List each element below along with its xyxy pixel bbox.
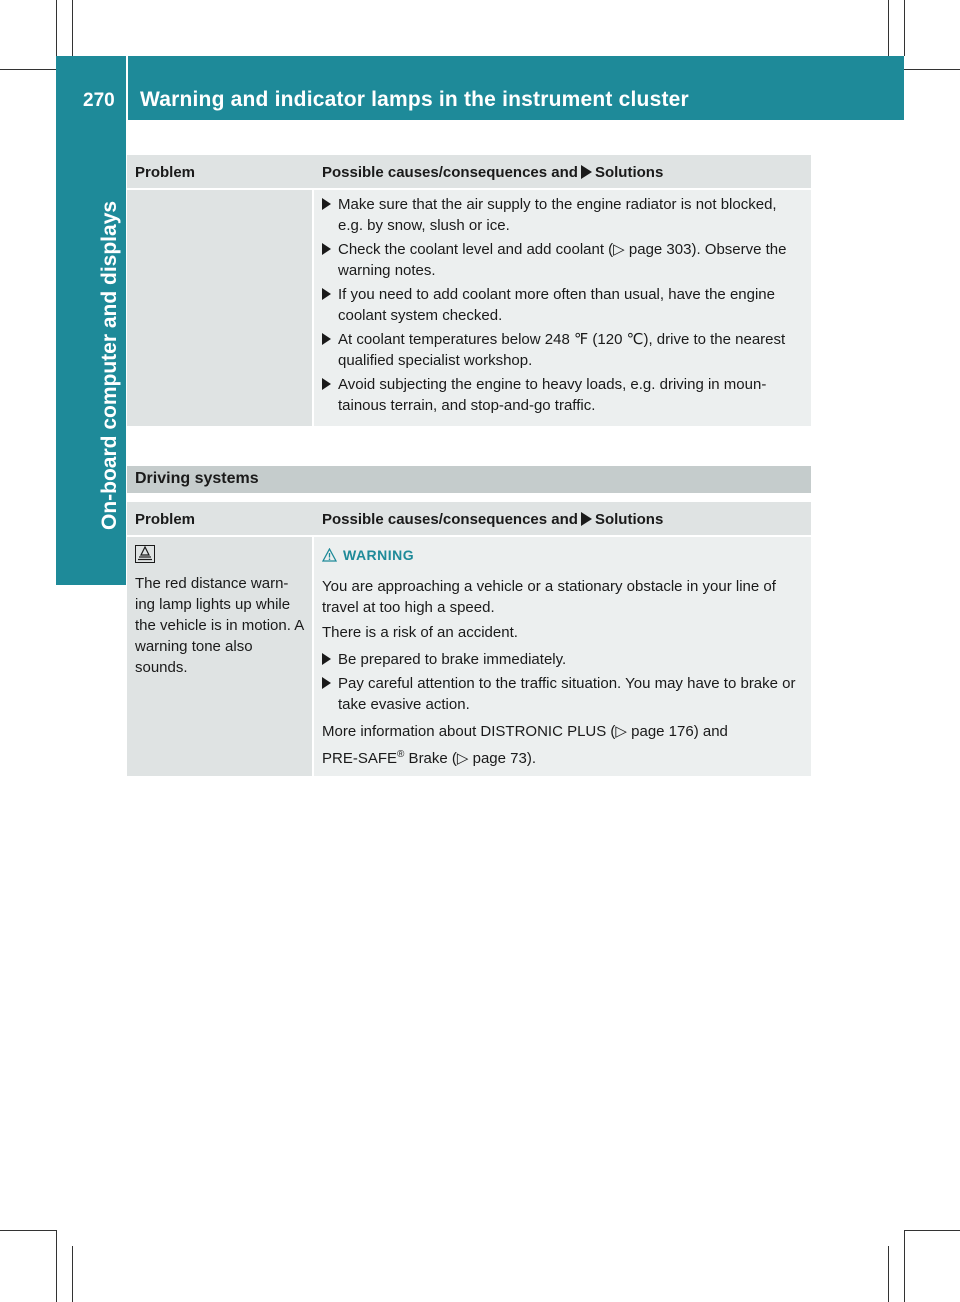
crop-mark bbox=[888, 0, 889, 56]
list-item: Make sure that the air supply to the engine radiator is not blocked, e.g. by snow, slush or ice. bbox=[322, 194, 803, 236]
driving-systems-table bbox=[127, 502, 811, 776]
solution-cell bbox=[314, 537, 811, 776]
solutions-header-text: Possible causes/consequences and bbox=[322, 164, 578, 181]
crop-mark bbox=[904, 0, 905, 56]
warning-triangle-icon bbox=[322, 548, 337, 562]
list-item: If you need to add coolant more often than usual, have the engine coolant system checked. bbox=[322, 284, 803, 326]
solution-list bbox=[322, 649, 803, 715]
problem-column-header: Problem bbox=[135, 164, 196, 181]
pre-safe-text: PRE-SAFE bbox=[322, 750, 398, 767]
table-row bbox=[127, 537, 811, 776]
table-row bbox=[127, 190, 811, 426]
problem-cell bbox=[127, 537, 314, 776]
solutions-header-tail: Solutions bbox=[594, 511, 664, 528]
problem-description: The red distance warn- ing lamp lights up while the vehicle is in motion. A warning tone also sounds. bbox=[135, 575, 304, 676]
crop-mark bbox=[904, 1230, 905, 1302]
distance-warning-lamp-icon bbox=[135, 545, 155, 563]
crop-mark bbox=[904, 69, 960, 70]
list-item: At coolant temperatures below 248 ℉ (120 ℃), drive to the nearest qualified specialist workshop. bbox=[322, 329, 803, 371]
side-tab-label: On-board computer and displays bbox=[98, 200, 121, 530]
warning-text: You are approaching a vehicle or a stationary obstacle in your line of travel at too high a speed. bbox=[322, 578, 776, 616]
solutions-header-tail: Solutions bbox=[594, 164, 664, 181]
crop-mark bbox=[72, 1246, 73, 1302]
crop-mark bbox=[0, 1230, 56, 1231]
coolant-table bbox=[127, 155, 811, 426]
crop-mark bbox=[888, 1246, 889, 1302]
problem-column-header: Problem bbox=[135, 511, 196, 528]
crop-mark bbox=[72, 0, 73, 56]
solutions-column-header bbox=[314, 502, 811, 535]
risk-text: There is a risk of an accident. bbox=[322, 624, 518, 641]
crop-mark bbox=[56, 1230, 57, 1302]
list-item: Pay careful attention to the traffic situation. You may have to brake or take evasive action. bbox=[322, 673, 803, 715]
arrow-right-icon bbox=[581, 512, 592, 526]
crop-mark bbox=[56, 0, 57, 56]
solution-list bbox=[322, 194, 803, 416]
more-info-line-1: More information about DISTRONIC PLUS (▷ page 176) and bbox=[322, 723, 728, 740]
registered-mark: ® bbox=[397, 749, 405, 760]
table-header-row bbox=[127, 502, 811, 535]
header-separator bbox=[126, 56, 128, 120]
crop-mark bbox=[904, 1230, 960, 1231]
table-header-row bbox=[127, 155, 811, 188]
page-title: Warning and indicator lamps in the instrument cluster bbox=[140, 88, 689, 111]
list-item: Be prepared to brake immediately. bbox=[322, 649, 803, 670]
page-number: 270 bbox=[83, 90, 115, 111]
solutions-column-header bbox=[314, 155, 811, 188]
warning-heading bbox=[322, 545, 803, 566]
brake-reference: Brake (▷ page 73). bbox=[404, 750, 536, 767]
list-item: Avoid subjecting the engine to heavy loads, e.g. driving in moun- tainous terrain, and stop-and-go traffic. bbox=[322, 374, 803, 416]
problem-cell bbox=[127, 190, 314, 426]
warning-label: WARNING bbox=[343, 547, 415, 563]
section-title: Driving systems bbox=[127, 466, 811, 493]
list-item: Check the coolant level and add coolant (▷ page 303). Observe the warning notes. bbox=[322, 239, 803, 281]
more-info-line-2 bbox=[322, 744, 803, 769]
crop-mark bbox=[0, 69, 56, 70]
solutions-header-text: Possible causes/consequences and bbox=[322, 511, 578, 528]
solution-cell bbox=[314, 190, 811, 426]
arrow-right-icon bbox=[581, 165, 592, 179]
